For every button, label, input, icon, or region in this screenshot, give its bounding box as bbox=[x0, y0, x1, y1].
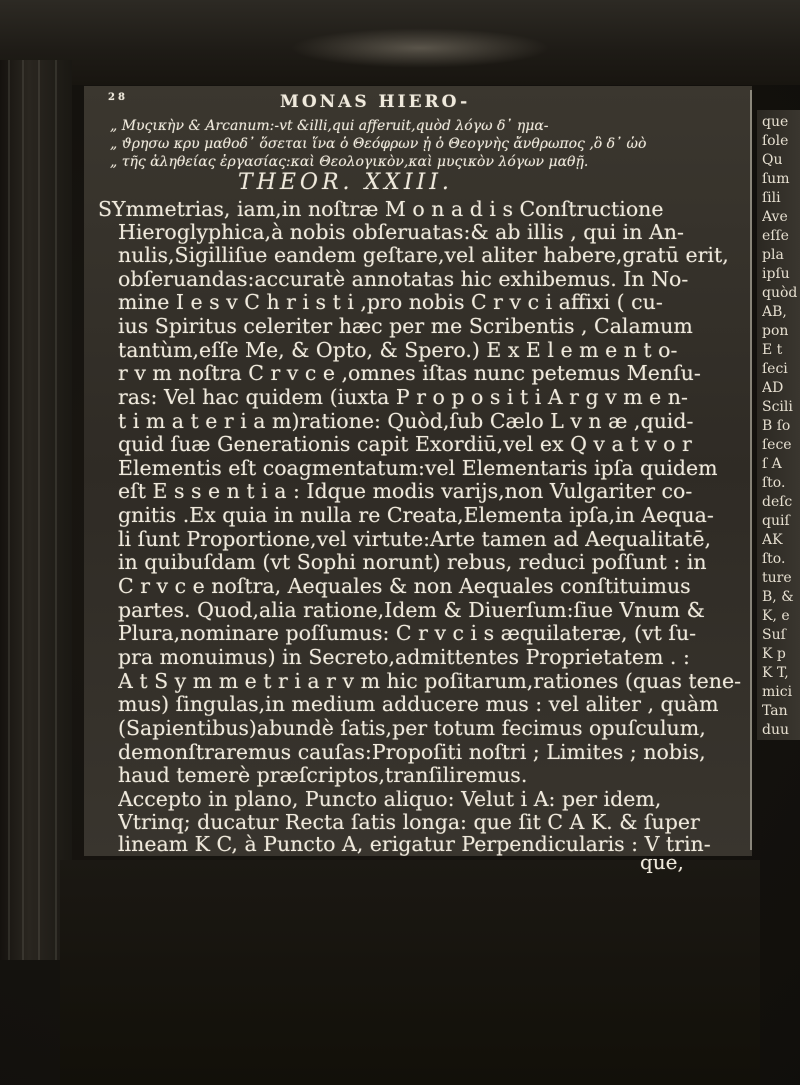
top-book-edge bbox=[0, 0, 800, 85]
facing-page-fragment: deſc bbox=[762, 494, 793, 510]
facing-page-fragment: duu bbox=[762, 722, 789, 738]
facing-page-fragment: ture bbox=[762, 570, 792, 586]
facing-page-fragment: ſum bbox=[762, 171, 790, 187]
body-line: partes. Quod,alia ratione,Idem & Diuerſum:ſiue Vnum & bbox=[118, 598, 705, 622]
body-line: gnitis .Ex quia in nulla re Creata,Elementa ipſa,in Aequa- bbox=[118, 503, 714, 527]
body-line: t i m a t e r i a m)ratione: Quòd,ſub Cælo L v n æ ,quid- bbox=[118, 409, 694, 433]
facing-page-fragment: K T, bbox=[762, 665, 789, 681]
body-line: nulis,Sigilliſue eandem geſtare,vel aliter habere,gratū erit, bbox=[118, 243, 729, 267]
dark-page-bottom bbox=[60, 860, 760, 1085]
body-line: C r v c e noſtra, Aequales & non Aequales conſtituimus bbox=[118, 574, 691, 598]
body-line: mus) ſingulas,in medium adducere mus : vel aliter , quàm bbox=[118, 692, 719, 716]
page-marker: 28 bbox=[108, 92, 128, 103]
facing-page-fragment: pla bbox=[762, 247, 784, 263]
facing-page-fragment: ſ A bbox=[762, 456, 782, 472]
facing-page-fragments bbox=[762, 112, 798, 738]
body-line: obſeruandas:accuratè annotatas hic exhibemus. In No- bbox=[118, 267, 689, 291]
body-line: demonſtraremus cauſas:Propoſiti noſtri ; Limites ; nobis, bbox=[118, 740, 706, 764]
facing-page-fragment: Qu bbox=[762, 152, 783, 168]
body-line: r v m noſtra C r v c e ,omnes iſtas nunc petemus Menſu- bbox=[118, 361, 701, 385]
body-line: li ſunt Proportione,vel virtute:Arte tamen ad Aequalitatē, bbox=[118, 527, 712, 551]
body-line: lineam K C, à Puncto A, erigatur Perpendicularis : V trin- bbox=[118, 832, 711, 856]
body-line: pra monuimus) in Secreto,admittentes Proprietatem . : bbox=[118, 645, 690, 669]
facing-page-fragment: ipſu bbox=[762, 266, 790, 282]
greek-line-1: „ Μυςικὴν & Arcanum:-vt &illi,qui afferuit,quòd λόγω δ᾽ ημα- bbox=[110, 118, 549, 134]
greek-line-2: „ ϑρησω κρυ μαθοδ᾽ ὅσεται ἵνα ὁ Θεόφρων ᾖ ὁ Θεογνὴς ἄνθρωπος ,ὃ δ᾽ ὡὸ bbox=[110, 136, 647, 152]
facing-page-fragment: B ſo bbox=[762, 418, 791, 434]
facing-page-fragment: K, e bbox=[762, 608, 790, 624]
facing-page-fragment: quòd bbox=[762, 285, 798, 301]
facing-page-fragment: ſole bbox=[762, 133, 789, 149]
facing-page-fragment: Ave bbox=[762, 209, 788, 225]
body-line: ius Spiritus celeriter hæc per me Scribentis , Calamum bbox=[118, 314, 693, 338]
body-line: tantùm,eſſe Me, & Opto, & Spero.) E x E l e m e n t o- bbox=[118, 338, 678, 362]
body-line: haud temerè præſcriptos,tranſiliremus. bbox=[118, 763, 528, 787]
facing-page-fragment: Scili bbox=[762, 399, 793, 415]
catchword: que, bbox=[640, 850, 684, 874]
facing-page-fragment: B, & bbox=[762, 589, 794, 605]
facing-page-fragment: pon bbox=[762, 323, 789, 339]
body-line: Accepto in plano, Puncto aliquo: Velut i A: per idem, bbox=[118, 787, 662, 811]
facing-page-fragment: eſſe bbox=[762, 228, 789, 244]
facing-page-fragment: que bbox=[762, 114, 789, 130]
facing-page-fragment: AB, bbox=[762, 304, 787, 320]
facing-page-fragment: AK bbox=[762, 532, 783, 548]
facing-page-fragment: ſto. bbox=[762, 475, 786, 491]
facing-page-fragment: quiſ bbox=[762, 513, 790, 529]
greek-line-3: „ τῆς ἀληθείας ἐργασίας:καὶ Θεολογικὸν,καὶ μυςικὸν λόγων μαθῇ. bbox=[110, 154, 589, 170]
facing-page-fragment: mici bbox=[762, 684, 793, 700]
facing-page-fragment: AD bbox=[762, 380, 784, 396]
facing-page-fragment: ſeci bbox=[762, 361, 788, 377]
body-line: quid ſuæ Generationis capit Exordiū,vel ex Q v a t v o r bbox=[118, 432, 692, 456]
body-line: in quibuſdam (vt Sophi norunt) rebus, reduci poſſunt : in bbox=[118, 550, 707, 574]
facing-page-fragment: E t bbox=[762, 342, 783, 358]
facing-page-fragment: Tan bbox=[762, 703, 788, 719]
facing-page-fragment: Suſ bbox=[762, 627, 786, 643]
body-line: (Sapientibus)abundè ſatis,per totum fecimus opuſculum, bbox=[118, 716, 706, 740]
facing-page-fragment: ſece bbox=[762, 437, 792, 453]
body-line: Vtrinq; ducatur Recta ſatis longa: que ſit C A K. & ſuper bbox=[118, 810, 700, 834]
body-line: Elementis eſt coagmentatum:vel Elementaris ipſa quidem bbox=[118, 456, 718, 480]
facing-page-fragment: K p bbox=[762, 646, 786, 662]
body-line: SYmmetrias, iam,in noſtræ M o n a d i s Conſtructione bbox=[98, 197, 664, 221]
running-head-title: MONAS HIERO- bbox=[280, 92, 471, 112]
body-line: eſt E s s e n t i a : Idque modis varijs,non Vulgariter co- bbox=[118, 479, 693, 503]
body-line: A t S y m m e t r i a r v m hic poſitarum,rationes (quas tene- bbox=[118, 669, 742, 693]
facing-page-fragment: ſili bbox=[762, 190, 781, 206]
body-line: Hieroglyphica,à nobis obſeruatas:& ab illis , qui in An- bbox=[118, 220, 684, 244]
theorem-heading: THEOR. XXIII. bbox=[238, 170, 453, 195]
running-head bbox=[108, 92, 708, 114]
left-page-edge bbox=[0, 60, 72, 960]
body-line: ras: Vel hac quidem (iuxta P r o p o s i t i A r g v m e n- bbox=[118, 385, 688, 409]
body-line: Plura,nominare poſſumus: C r v c i s æquilateræ, (vt ſu- bbox=[118, 621, 697, 645]
body-line: mine I e s v C h r i s t i ,pro nobis C r v c i affixi ( cu- bbox=[118, 290, 663, 314]
facing-page-fragment: ſto. bbox=[762, 551, 786, 567]
